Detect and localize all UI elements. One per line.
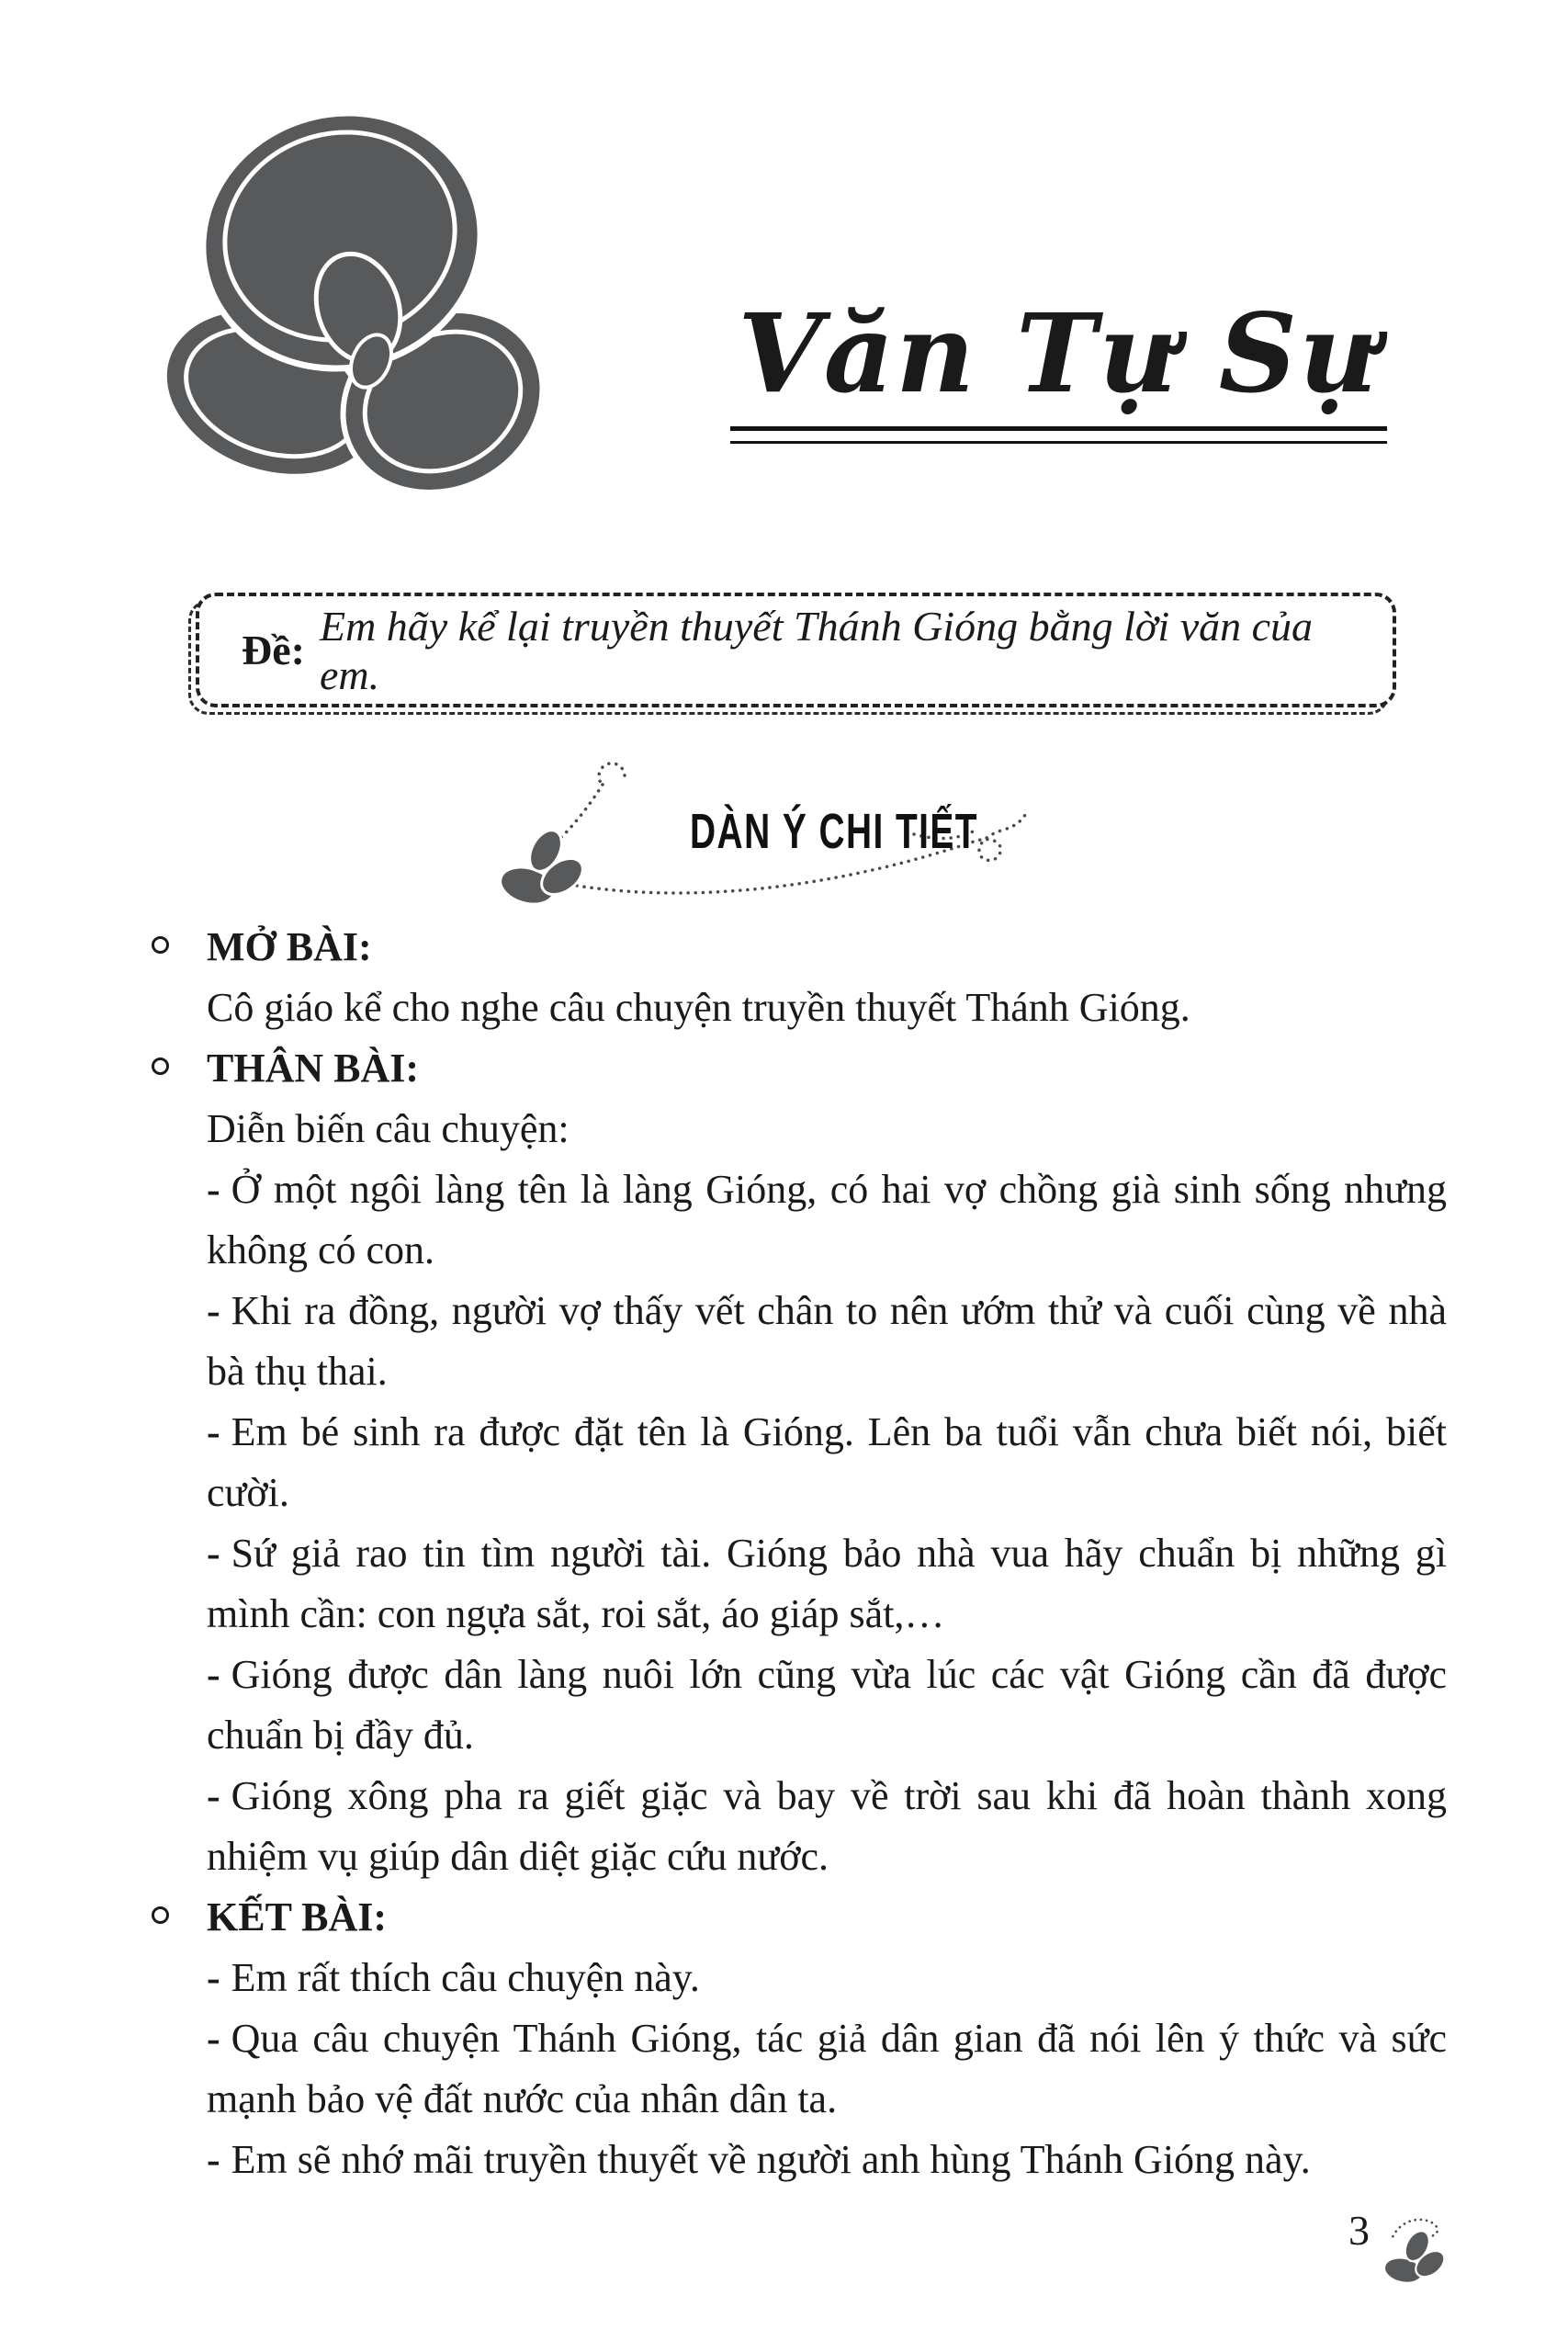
item-dash: - xyxy=(207,1288,220,1333)
essay-outline xyxy=(0,917,1568,2190)
outline-item xyxy=(207,1766,1447,1887)
circle-bullet-icon xyxy=(152,936,169,954)
item-text: Ở một ngôi làng tên là làng Gióng, có hai vợ chồng già sinh sống nhưng không có con. xyxy=(207,1167,1447,1272)
outline-section-mo-bai xyxy=(207,917,1447,1038)
item-dash: - xyxy=(207,2137,220,2182)
item-text: Sứ giả rao tin tìm người tài. Gióng bảo nhà vua hãy chuẩn bị những gì mình cần: con ngựa sắt, roi sắt, áo giáp sắt,… xyxy=(207,1531,1447,1636)
item-text: Em bé sinh ra được đặt tên là Gióng. Lên ba tuổi vẫn chưa biết nói, biết cười. xyxy=(207,1409,1447,1515)
section-title: MỞ BÀI: xyxy=(207,924,372,969)
outline-item xyxy=(207,1402,1447,1523)
outline-heading xyxy=(634,803,978,860)
outline-section-than-bai xyxy=(207,1038,1447,1887)
circle-bullet-icon xyxy=(152,1057,169,1075)
outline-item xyxy=(207,2008,1447,2130)
item-dash: - xyxy=(207,1167,220,1212)
outline-item xyxy=(207,1645,1447,1766)
page-number: 3 xyxy=(1348,2207,1370,2254)
item-text: Gióng xông pha ra giết giặc và bay về trời sau khi đã hoàn thành xong nhiệm vụ giúp dân diệt giặc cứu nước. xyxy=(207,1773,1447,1879)
outline-section-ket-bai xyxy=(207,1887,1447,2190)
outline-item xyxy=(207,1281,1447,1402)
page-title: Văn Tự Sự xyxy=(738,289,1380,417)
outline-heading-label: DÀN Ý CHI TIẾT xyxy=(690,804,978,859)
clover-flower-icon xyxy=(138,87,638,542)
chapter-title-block xyxy=(730,289,1387,444)
outline-item xyxy=(207,978,1447,1038)
item-text: Diễn biến câu chuyện: xyxy=(207,1106,570,1151)
outline-item xyxy=(207,1099,1447,1159)
item-text: Qua câu chuyện Thánh Gióng, tác giả dân gian đã nói lên ý thức và sức mạnh bảo vệ đất nước của nhân dân ta. xyxy=(207,2016,1447,2121)
circle-bullet-icon xyxy=(152,1906,169,1924)
outline-item xyxy=(207,1159,1447,1281)
title-underline-thin xyxy=(730,441,1387,444)
essay-prompt-box xyxy=(196,593,1396,707)
item-dash: - xyxy=(207,1531,220,1576)
item-text: Em rất thích câu chuyện này. xyxy=(231,1955,700,2000)
outline-item xyxy=(207,1523,1447,1645)
item-dash: - xyxy=(207,1409,220,1454)
page-footer xyxy=(1348,2203,1456,2291)
prompt-label: Đề: xyxy=(242,627,305,673)
item-dash: - xyxy=(207,1955,220,2000)
item-dash: - xyxy=(207,1773,220,1818)
item-dash: - xyxy=(207,2016,220,2061)
section-title-row xyxy=(207,1038,1447,1099)
section-title: THÂN BÀI: xyxy=(207,1046,420,1091)
title-underline-thick xyxy=(730,426,1387,431)
item-text: Cô giáo kể cho nghe câu chuyện truyền thuyết Thánh Gióng. xyxy=(207,985,1190,1030)
item-dash: - xyxy=(207,1652,220,1697)
item-text: Gióng được dân làng nuôi lớn cũng vừa lúc các vật Gióng cần đã được chuẩn bị đầy đủ. xyxy=(207,1652,1447,1758)
prompt-text: Em hãy kể lại truyền thuyết Thánh Gióng bằng lời văn của em. xyxy=(319,602,1314,698)
section-title-row xyxy=(207,1887,1447,1948)
item-text: Em sẽ nhớ mãi truyền thuyết về người anh hùng Thánh Gióng này. xyxy=(231,2137,1311,2182)
small-flower-icon xyxy=(496,825,590,910)
small-flower-icon xyxy=(1375,2211,1456,2291)
section-title-row xyxy=(207,917,1447,978)
item-text: Khi ra đồng, người vợ thấy vết chân to nên ướm thử và cuối cùng về nhà bà thụ thai. xyxy=(207,1288,1447,1394)
outline-item xyxy=(207,2130,1447,2190)
section-title: KẾT BÀI: xyxy=(207,1894,388,1939)
outline-item xyxy=(207,1948,1447,2008)
